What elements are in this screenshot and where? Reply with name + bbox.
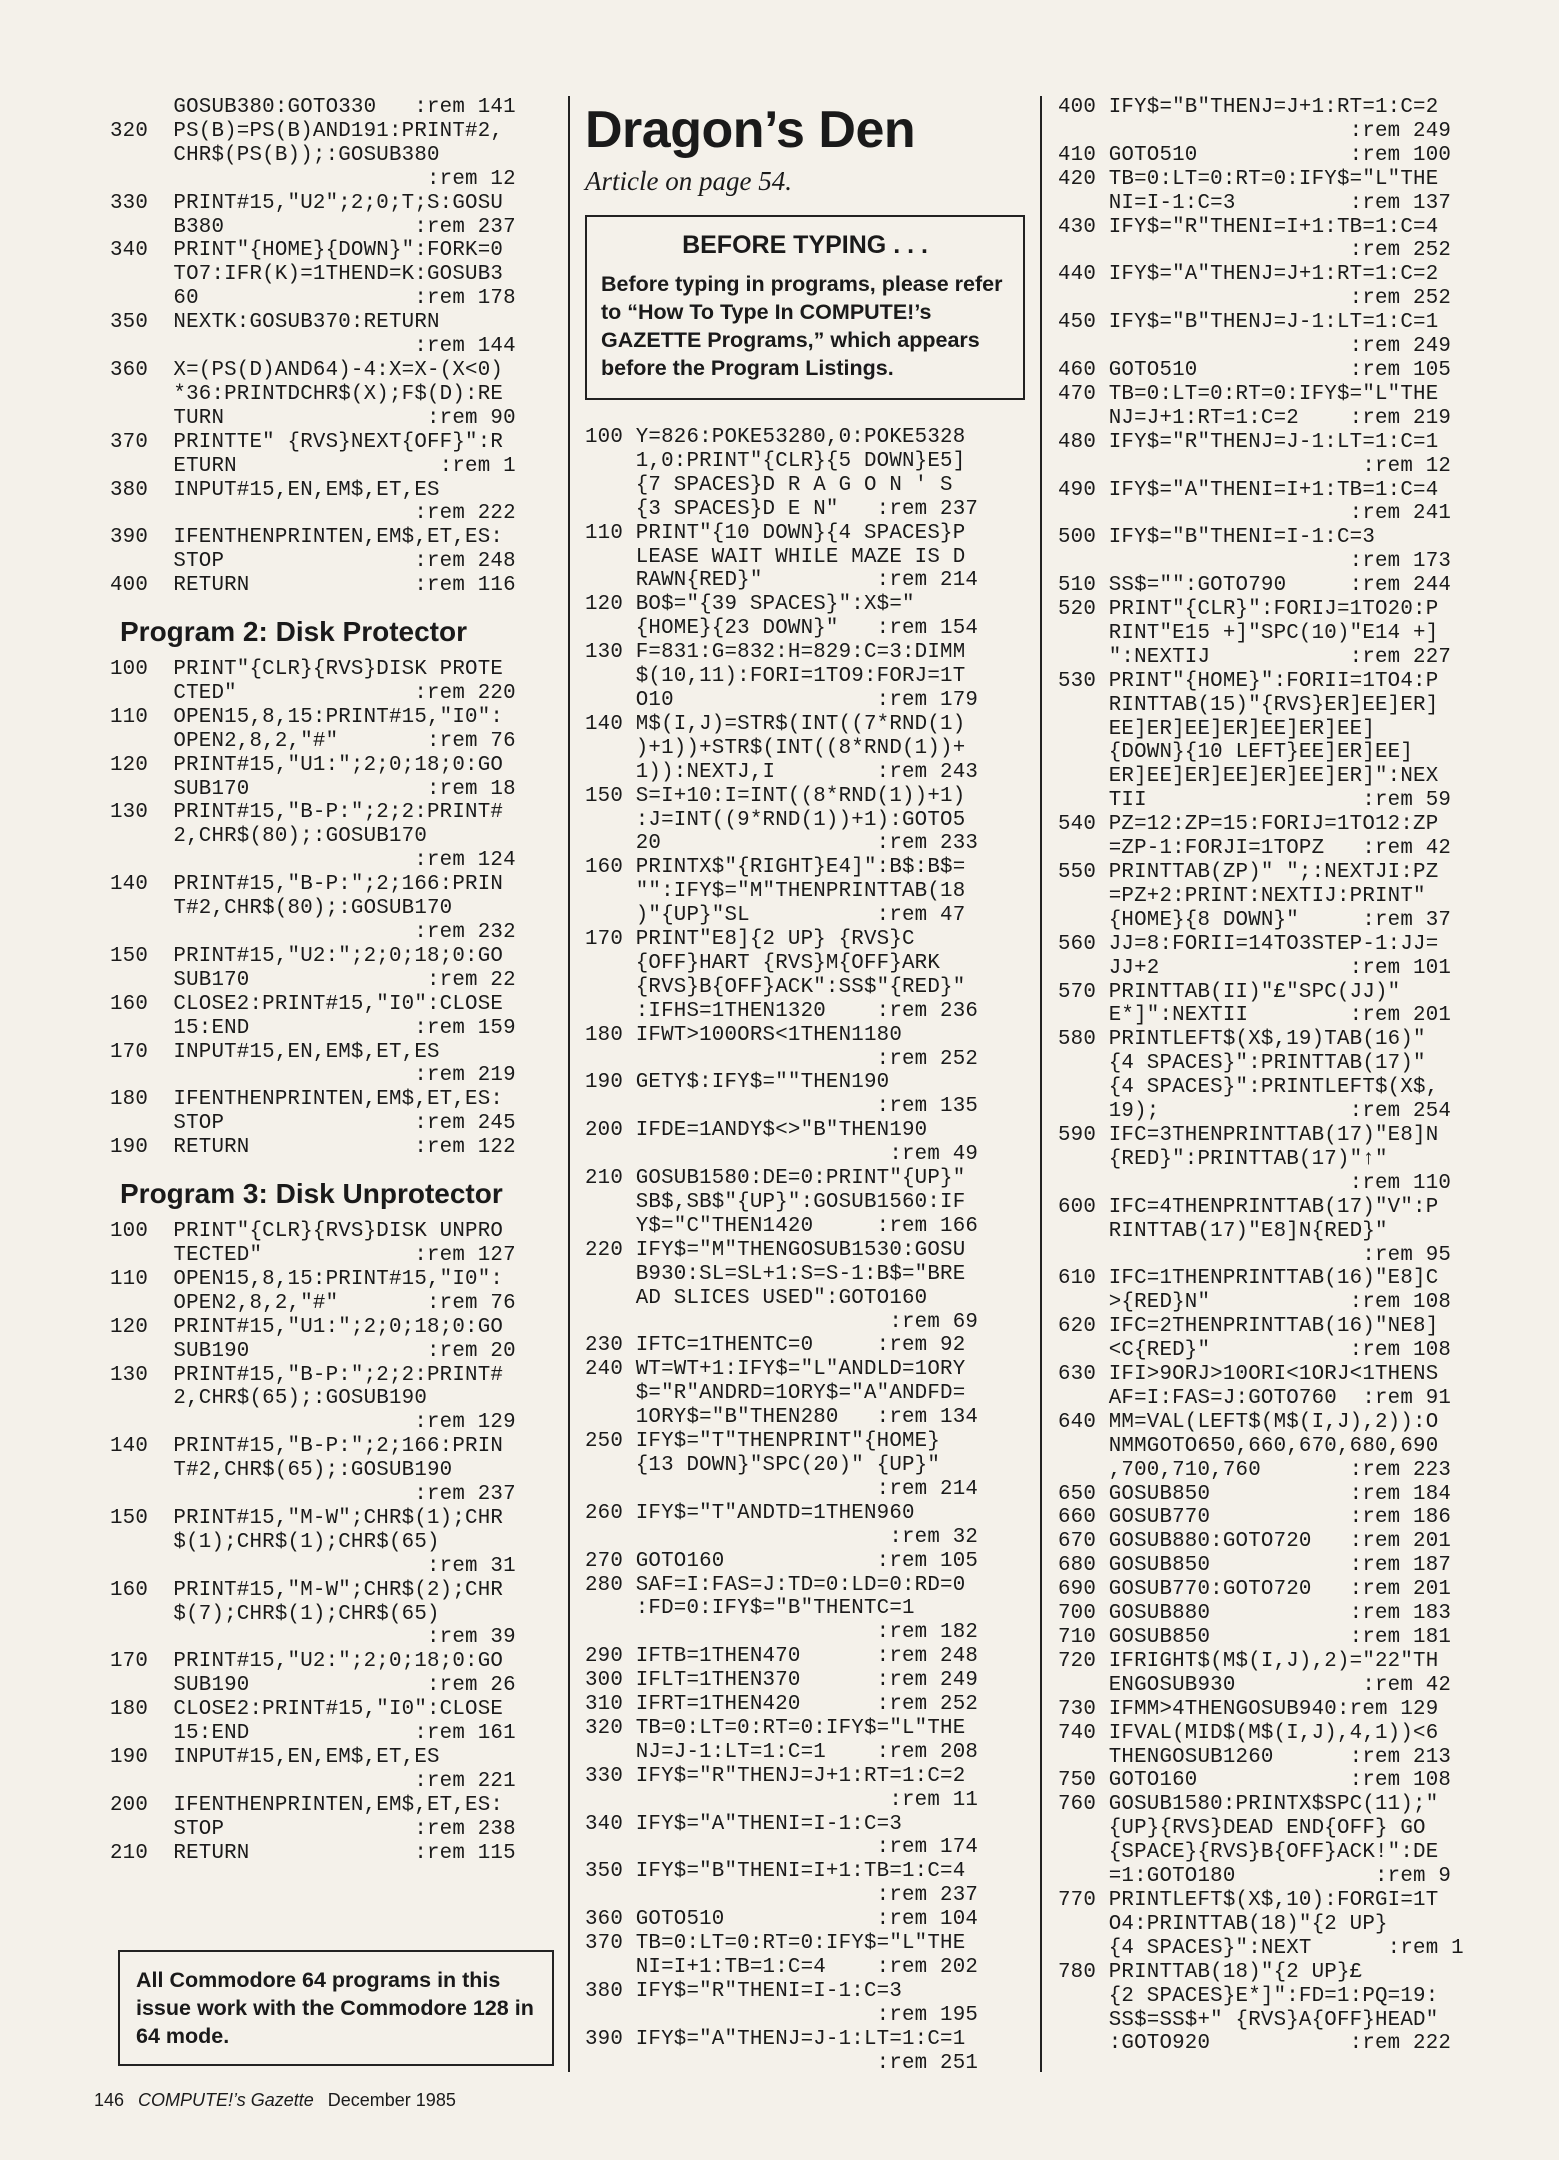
code-line: {DOWN}{10 LEFT}EE]ER]EE] bbox=[1058, 741, 1414, 765]
code-line: 550 PRINTTAB(ZP)" ";:NEXTJI:PZ bbox=[1058, 861, 1439, 884]
code-line: 1)):NEXTJ,I :rem 243 bbox=[585, 760, 979, 784]
code-line: 100 PRINT"{CLR}{RVS}DISK UNPRO bbox=[110, 1220, 504, 1244]
code-line: {UP}{RVS}DEAD END{OFF} GO bbox=[1058, 1817, 1426, 1841]
code-line: 360 GOTO510 :rem 104 bbox=[585, 1908, 979, 1932]
code-line: 220 IFY$="M"THENGOSUB1530:GOSU bbox=[585, 1238, 966, 1262]
code-line: CTED" :rem 220 bbox=[110, 681, 516, 705]
code-line: 480 IFY$="R"THENJ=J-1:LT=1:C=1 bbox=[1058, 430, 1439, 454]
code-line: 400 IFY$="B"THENJ=J+1:RT=1:C=2 bbox=[1058, 96, 1439, 119]
code-line: 740 IFVAL(MID$(M$(I,J),4,1))<6 bbox=[1058, 1721, 1439, 1745]
code-line: 15:END :rem 161 bbox=[110, 1722, 516, 1746]
code-line: :rem 32 bbox=[585, 1525, 979, 1549]
code-line: 570 PRINTTAB(II)"£"SPC(JJ)" bbox=[1058, 980, 1401, 1004]
code-line: 20 :rem 233 bbox=[585, 832, 979, 856]
code-line: 100 Y=826:POKE53280,0:POKE5328 bbox=[585, 426, 966, 449]
code-line: 100 PRINT"{CLR}{RVS}DISK PROTE bbox=[110, 658, 504, 682]
code-line: 710 GOSUB850 :rem 181 bbox=[1058, 1626, 1452, 1649]
code-line: 630 IFI>9ORJ>10ORI<1ORJ<1THENS bbox=[1058, 1363, 1439, 1387]
code-line: AF=I:FAS=J:GOTO760 :rem 91 bbox=[1058, 1386, 1452, 1410]
code-line: STOP :rem 248 bbox=[110, 550, 516, 574]
code-line: 150 PRINT#15,"U2:";2;0;18;0:GO bbox=[110, 944, 504, 968]
column-rule-2 bbox=[1040, 96, 1042, 2072]
program3-label: Program 3: bbox=[120, 1178, 268, 1210]
code-line: =PZ+2:PRINT:NEXTIJ:PRINT" bbox=[1058, 884, 1426, 908]
code-line: 440 IFY$="A"THENJ=J+1:RT=1:C=2 bbox=[1058, 263, 1439, 287]
code-line: {2 SPACES}E*]":FD=1:PQ=19: bbox=[1058, 1984, 1439, 2008]
code-line: 670 GOSUB880:GOTO720 :rem 201 bbox=[1058, 1530, 1452, 1554]
code-line: TURN :rem 90 bbox=[110, 406, 516, 430]
code-line: 180 IFENTHENPRINTEN,EM$,ET,ES: bbox=[110, 1088, 504, 1112]
code-line: :rem 232 bbox=[110, 921, 516, 944]
code-line: 320 PS(B)=PS(B)AND191:PRINT#2, bbox=[110, 119, 504, 143]
code-line: 390 IFY$="A"THENJ=J-1:LT=1:C=1 bbox=[585, 2027, 966, 2051]
code-line: 770 PRINTLEFT$(X$,10):FORGI=1T bbox=[1058, 1888, 1439, 1912]
page-number: 146 bbox=[94, 2090, 125, 2110]
code-line: 400 RETURN :rem 116 bbox=[110, 574, 516, 598]
code-line: :rem 249 bbox=[1058, 119, 1452, 143]
code-line: :rem 252 bbox=[1058, 287, 1452, 311]
code-line: 530 PRINT"{HOME}":FORII=1TO4:P bbox=[1058, 669, 1439, 693]
code-line: {OFF}HART {RVS}M{OFF}ARK bbox=[585, 951, 941, 975]
code-line: 15:END :rem 159 bbox=[110, 1016, 516, 1040]
code-line: :rem 182 bbox=[585, 1621, 979, 1645]
program3-listing bbox=[110, 1220, 550, 1865]
code-line: STOP :rem 245 bbox=[110, 1112, 516, 1136]
code-line: :rem 249 bbox=[1058, 335, 1452, 359]
code-line: 2,CHR$(80);:GOSUB170 bbox=[110, 825, 428, 849]
code-line: 330 IFY$="R"THENJ=J+1:RT=1:C=2 bbox=[585, 1764, 966, 1788]
code-line: :rem 31 bbox=[110, 1554, 516, 1578]
code-line: 270 GOTO160 :rem 105 bbox=[585, 1549, 979, 1573]
code-line: :J=INT((9*RND(1))+1):GOTO5 bbox=[585, 808, 966, 832]
code-line: RAWN{RED}" :rem 214 bbox=[585, 569, 979, 593]
code-line: 180 CLOSE2:PRINT#15,"I0":CLOSE bbox=[110, 1698, 504, 1722]
code-line: 520 PRINT"{CLR}":FORIJ=1TO20:P bbox=[1058, 598, 1439, 622]
code-line: 130 PRINT#15,"B-P:";2;2:PRINT# bbox=[110, 1363, 504, 1387]
code-line: 780 PRINTTAB(18)"{2 UP}£ bbox=[1058, 1960, 1363, 1984]
code-line: SUB170 :rem 22 bbox=[110, 968, 516, 992]
code-line: 410 GOTO510 :rem 100 bbox=[1058, 143, 1452, 167]
code-line: 380 INPUT#15,EN,EM$,ET,ES bbox=[110, 478, 440, 502]
code-line: 170 PRINT#15,"U2:";2;0;18;0:GO bbox=[110, 1650, 504, 1674]
code-line: 150 S=I+10:I=INT((8*RND(1))+1) bbox=[585, 784, 966, 808]
code-line: )+1))+STR$(INT((8*RND(1))+ bbox=[585, 736, 966, 760]
magazine-name: COMPUTE!’s Gazette bbox=[138, 2090, 314, 2110]
code-line: :rem 219 bbox=[110, 1064, 516, 1088]
code-line: 620 IFC=2THENPRINTTAB(16)"NE8] bbox=[1058, 1315, 1439, 1339]
code-line: RINTTAB(15)"{RVS}ER]EE]ER] bbox=[1058, 693, 1439, 717]
code-line: NI=I-1:C=3 :rem 137 bbox=[1058, 191, 1452, 215]
code-line: 160 CLOSE2:PRINT#15,"I0":CLOSE bbox=[110, 992, 504, 1016]
code-line: 490 IFY$="A"THENI=I+1:TB=1:C=4 bbox=[1058, 478, 1439, 502]
code-line: SUB190 :rem 26 bbox=[110, 1674, 516, 1698]
code-line: *36:PRINTDCHR$(X);F$(D):RE bbox=[110, 382, 504, 406]
code-line: 120 PRINT#15,"U1:";2;0;18;0:GO bbox=[110, 1315, 504, 1339]
page-footer bbox=[94, 2090, 456, 2111]
code-line: ":NEXTIJ :rem 227 bbox=[1058, 645, 1452, 669]
before-typing-title: BEFORE TYPING . . . bbox=[682, 231, 928, 259]
before-typing-box bbox=[585, 215, 1025, 400]
code-line: :rem 95 bbox=[1058, 1243, 1452, 1267]
code-line: TII :rem 59 bbox=[1058, 789, 1452, 813]
program1-listing-tail bbox=[110, 96, 550, 598]
code-line: 200 IFDE=1ANDY$<>"B"THEN190 bbox=[585, 1119, 928, 1143]
code-line: 580 PRINTLEFT$(X$,19)TAB(16)" bbox=[1058, 1028, 1426, 1052]
code-line: 590 IFC=3THENPRINTTAB(17)"E8]N bbox=[1058, 1123, 1439, 1147]
column-rule-1 bbox=[568, 96, 570, 2072]
code-line: :rem 129 bbox=[110, 1411, 516, 1435]
code-line: $(10,11):FORI=1TO9:FORJ=1T bbox=[585, 665, 966, 689]
code-line: ,700,710,760 :rem 223 bbox=[1058, 1458, 1452, 1482]
code-line: E*]":NEXTII :rem 201 bbox=[1058, 1004, 1452, 1028]
code-line: :rem 49 bbox=[585, 1143, 979, 1167]
code-line: EE]ER]EE]ER]EE]ER]EE] bbox=[1058, 717, 1376, 741]
code-line: >{RED}N" :rem 108 bbox=[1058, 1291, 1452, 1315]
code-line: OPEN2,8,2,"#" :rem 76 bbox=[110, 1291, 516, 1315]
dragons-den-listing-part2 bbox=[1058, 96, 1503, 2056]
dragons-den-listing-part1 bbox=[585, 426, 1025, 2076]
code-line: 720 IFRIGHT$(M$(I,J),2)="22"TH bbox=[1058, 1649, 1439, 1673]
code-line: :rem 174 bbox=[585, 1836, 979, 1860]
code-line: 560 JJ=8:FORII=14TO3STEP-1:JJ= bbox=[1058, 932, 1439, 956]
code-line: 390 IFENTHENPRINTEN,EM$,ET,ES: bbox=[110, 526, 504, 550]
code-line: 170 INPUT#15,EN,EM$,ET,ES bbox=[110, 1040, 440, 1064]
code-line: {7 SPACES}D R A G O N ' S bbox=[585, 473, 953, 497]
code-line: SUB170 :rem 18 bbox=[110, 777, 516, 801]
code-line: 170 PRINT"E8]{2 UP} {RVS}C bbox=[585, 928, 915, 952]
code-line: :rem 173 bbox=[1058, 550, 1452, 574]
code-line: :rem 214 bbox=[585, 1477, 979, 1501]
code-line: :rem 237 bbox=[110, 1483, 516, 1507]
code-line: 210 RETURN :rem 115 bbox=[110, 1841, 516, 1865]
code-line: STOP :rem 238 bbox=[110, 1817, 516, 1841]
code-line: 340 IFY$="A"THENI=I-1:C=3 bbox=[585, 1812, 903, 1836]
code-line: :rem 135 bbox=[585, 1095, 979, 1119]
code-line: ER]EE]ER]EE]ER]EE]ER]":NEX bbox=[1058, 765, 1439, 789]
code-line: 250 IFY$="T"THENPRINT"{HOME} bbox=[585, 1430, 941, 1454]
code-line: 310 IFRT=1THEN420 :rem 252 bbox=[585, 1693, 979, 1717]
column-right bbox=[1058, 96, 1503, 2056]
code-line: NJ=J-1:LT=1:C=1 :rem 208 bbox=[585, 1740, 979, 1764]
code-line: ENGOSUB930 :rem 42 bbox=[1058, 1673, 1452, 1697]
article-title: Dragon’s Den bbox=[585, 101, 916, 159]
code-line: :rem 195 bbox=[585, 2003, 979, 2027]
code-line: 660 GOSUB770 :rem 186 bbox=[1058, 1506, 1452, 1530]
code-line: 600 IFC=4THENPRINTTAB(17)"V":P bbox=[1058, 1195, 1439, 1219]
column-left bbox=[110, 96, 550, 1866]
code-line: )"{UP}"SL :rem 47 bbox=[585, 904, 966, 928]
code-line: 1ORY$="B"THEN280 :rem 134 bbox=[585, 1406, 979, 1430]
code-line: 760 GOSUB1580:PRINTX$SPC(11);" bbox=[1058, 1793, 1439, 1817]
code-line: 180 IFWT>100ORS<1THEN1180 bbox=[585, 1023, 903, 1047]
program2-title: Disk Protector bbox=[267, 616, 467, 648]
code-line: 290 IFTB=1THEN470 :rem 248 bbox=[585, 1645, 979, 1669]
code-line: 750 GOTO160 :rem 108 bbox=[1058, 1769, 1452, 1793]
code-line: 510 SS$="":GOTO790 :rem 244 bbox=[1058, 574, 1452, 598]
code-line: =1:GOTO180 :rem 9 bbox=[1058, 1865, 1452, 1889]
code-line: $(1);CHR$(1);CHR$(65) bbox=[110, 1530, 440, 1554]
code-line: 450 IFY$="B"THENJ=J-1:LT=1:C=1 bbox=[1058, 311, 1439, 335]
code-line: {HOME}{23 DOWN}" :rem 154 bbox=[585, 617, 979, 641]
code-line: GOSUB380:GOTO330 :rem 141 bbox=[110, 96, 516, 119]
code-line: ETURN :rem 1 bbox=[110, 454, 516, 478]
code-line: :rem 124 bbox=[110, 849, 516, 873]
code-line: 2,CHR$(65);:GOSUB190 bbox=[110, 1387, 428, 1411]
code-line: CHR$(PS(B));:GOSUB380 bbox=[110, 143, 440, 167]
code-line: 650 GOSUB850 :rem 184 bbox=[1058, 1482, 1452, 1506]
code-line: 150 PRINT#15,"M-W";CHR$(1);CHR bbox=[110, 1506, 504, 1530]
code-line: 330 PRINT#15,"U2";2;0;T;S:GOSU bbox=[110, 191, 504, 215]
code-line: :FD=0:IFY$="B"THENTC=1 bbox=[585, 1597, 915, 1621]
code-line: 140 M$(I,J)=STR$(INT((7*RND(1) bbox=[585, 712, 966, 736]
code-line: :rem 12 bbox=[1058, 454, 1452, 478]
code-line: NJ=J+1:RT=1:C=2 :rem 219 bbox=[1058, 406, 1452, 430]
code-line: 460 GOTO510 :rem 105 bbox=[1058, 358, 1452, 382]
code-line: {13 DOWN}"SPC(20)" {UP}" bbox=[585, 1453, 941, 1477]
code-line: 140 PRINT#15,"B-P:";2;166:PRIN bbox=[110, 873, 504, 897]
code-line: 190 GETY$:IFY$=""THEN190 bbox=[585, 1071, 890, 1095]
code-line: 540 PZ=12:ZP=15:FORIJ=1TO12:ZP bbox=[1058, 813, 1439, 837]
code-line: {HOME}{8 DOWN}" :rem 37 bbox=[1058, 908, 1452, 932]
code-line: 130 PRINT#15,"B-P:";2;2:PRINT# bbox=[110, 801, 504, 825]
code-line: TECTED" :rem 127 bbox=[110, 1243, 516, 1267]
code-line: 130 F=831:G=832:H=829:C=3:DIMM bbox=[585, 641, 966, 665]
code-line: 370 TB=0:LT=0:RT=0:IFY$="L"THE bbox=[585, 1932, 966, 1956]
code-line: 19); :rem 254 bbox=[1058, 1100, 1452, 1124]
code-line: 350 NEXTK:GOSUB370:RETURN bbox=[110, 311, 440, 335]
program2-heading bbox=[120, 616, 550, 648]
code-line: {4 SPACES}":PRINTTAB(17)" bbox=[1058, 1052, 1426, 1076]
code-line: T#2,CHR$(65);:GOSUB190 bbox=[110, 1459, 453, 1483]
code-line: :rem 221 bbox=[110, 1769, 516, 1793]
code-line: 260 IFY$="T"ANDTD=1THEN960 bbox=[585, 1501, 915, 1525]
code-line: 240 WT=WT+1:IFY$="L"ANDLD=1ORY bbox=[585, 1358, 966, 1382]
code-line: 610 IFC=1THENPRINTTAB(16)"E8]C bbox=[1058, 1267, 1439, 1291]
code-line: 280 SAF=I:FAS=J:TD=0:LD=0:RD=0 bbox=[585, 1573, 966, 1597]
code-line: :rem 237 bbox=[585, 1884, 979, 1908]
code-line: 360 X=(PS(D)AND64)-4:X=X-(X<0) bbox=[110, 358, 504, 382]
code-line: :rem 252 bbox=[1058, 239, 1452, 263]
code-line: 500 IFY$="B"THENI=I-1:C=3 bbox=[1058, 526, 1376, 550]
code-line: :rem 39 bbox=[110, 1626, 516, 1650]
code-line: 1,0:PRINT"{CLR}{5 DOWN}E5] bbox=[585, 449, 966, 473]
program2-listing bbox=[110, 658, 550, 1160]
code-line: :rem 251 bbox=[585, 2051, 979, 2075]
code-line: NMMGOTO650,660,670,680,690 bbox=[1058, 1434, 1439, 1458]
code-line: {3 SPACES}D E N" :rem 237 bbox=[585, 497, 979, 521]
code-line: B380 :rem 237 bbox=[110, 215, 516, 239]
code-line: 420 TB=0:LT=0:RT=0:IFY$="L"THE bbox=[1058, 167, 1439, 191]
code-line: :rem 110 bbox=[1058, 1171, 1452, 1195]
code-line: 110 OPEN15,8,15:PRINT#15,"I0": bbox=[110, 1267, 504, 1291]
before-typing-text: Before typing in programs, please refer to “How To Type In COMPUTE!’s GAZETTE Programs,” which appears before the Program Listings. bbox=[601, 272, 1003, 380]
program3-heading bbox=[120, 1178, 550, 1210]
code-line: 350 IFY$="B"THENI=I+1:TB=1:C=4 bbox=[585, 1860, 966, 1884]
code-line: SUB190 :rem 20 bbox=[110, 1339, 516, 1363]
code-line: {RVS}B{OFF}ACK":SS$"{RED}" bbox=[585, 975, 966, 999]
code-line: 110 OPEN15,8,15:PRINT#15,"I0": bbox=[110, 705, 504, 729]
code-line: 160 PRINTX$"{RIGHT}E4]":B$:B$= bbox=[585, 856, 966, 880]
code-line: Y$="C"THEN1420 :rem 166 bbox=[585, 1214, 979, 1238]
code-line: SB$,SB$"{UP}":GOSUB1560:IF bbox=[585, 1191, 966, 1214]
code-line: 340 PRINT"{HOME}{DOWN}":FORK=0 bbox=[110, 239, 504, 263]
code-line: 430 IFY$="R"THENI=I+1:TB=1:C=4 bbox=[1058, 215, 1439, 239]
code-line: 120 BO$="{39 SPACES}":X$=" bbox=[585, 593, 915, 617]
code-line: RINTTAB(17)"E8]N{RED}" bbox=[1058, 1219, 1388, 1243]
code-line: 210 GOSUB1580:DE=0:PRINT"{UP}" bbox=[585, 1167, 966, 1191]
code-line: 380 IFY$="R"THENI=I-1:C=3 bbox=[585, 1979, 903, 2003]
code-line: 160 PRINT#15,"M-W";CHR$(2);CHR bbox=[110, 1578, 504, 1602]
article-reference: Article on page 54. bbox=[585, 166, 792, 196]
code-line: :rem 69 bbox=[585, 1310, 979, 1334]
code-line: B930:SL=SL+1:S=S-1:B$="BRE bbox=[585, 1262, 966, 1286]
code-line: =ZP-1:FORJI=1TOPZ :rem 42 bbox=[1058, 837, 1452, 861]
code-line: {4 SPACES}":PRINTLEFT$(X$, bbox=[1058, 1076, 1439, 1100]
code-line: O10 :rem 179 bbox=[585, 688, 979, 712]
code-line: T#2,CHR$(80);:GOSUB170 bbox=[110, 897, 453, 921]
code-line: {4 SPACES}":NEXT :rem 1 bbox=[1058, 1936, 1464, 1960]
code-line: :rem 222 bbox=[110, 502, 516, 526]
code-line: TO7:IFR(K)=1THEND=K:GOSUB3 bbox=[110, 263, 504, 287]
code-line: 190 RETURN :rem 122 bbox=[110, 1136, 516, 1160]
code-line: 110 PRINT"{10 DOWN}{4 SPACES}P bbox=[585, 521, 966, 545]
code-line: SS$=SS$+" {RVS}A{OFF}HEAD" bbox=[1058, 2008, 1439, 2032]
code-line: 200 IFENTHENPRINTEN,EM$,ET,ES: bbox=[110, 1793, 504, 1817]
code-line: 690 GOSUB770:GOTO720 :rem 201 bbox=[1058, 1578, 1452, 1602]
code-line: 300 IFLT=1THEN370 :rem 249 bbox=[585, 1669, 979, 1693]
code-line: 730 IFMM>4THENGOSUB940:rem 129 bbox=[1058, 1697, 1439, 1721]
commodore-128-note: All Commodore 64 programs in this issue work with the Commodore 128 in 64 mode. bbox=[118, 1950, 554, 2066]
code-line: :rem 241 bbox=[1058, 502, 1452, 526]
code-line: 320 TB=0:LT=0:RT=0:IFY$="L"THE bbox=[585, 1716, 966, 1740]
issue-date: December 1985 bbox=[327, 2090, 456, 2110]
code-line: 470 TB=0:LT=0:RT=0:IFY$="L"THE bbox=[1058, 382, 1439, 406]
code-line: {SPACE}{RVS}B{OFF}ACK!":DE bbox=[1058, 1841, 1439, 1865]
code-line: AD SLICES USED":GOTO160 bbox=[585, 1286, 928, 1310]
code-line: 190 INPUT#15,EN,EM$,ET,ES bbox=[110, 1746, 440, 1769]
code-line: 120 PRINT#15,"U1:";2;0;18;0:GO bbox=[110, 753, 504, 777]
code-line: :GOTO920 :rem 222 bbox=[1058, 2032, 1452, 2056]
code-line: <C{RED}" :rem 108 bbox=[1058, 1339, 1452, 1363]
code-line: :IFHS=1THEN1320 :rem 236 bbox=[585, 999, 979, 1023]
column-middle bbox=[585, 96, 1025, 2076]
code-line: O4:PRINTTAB(18)"{2 UP} bbox=[1058, 1912, 1388, 1936]
code-line: THENGOSUB1260 :rem 213 bbox=[1058, 1745, 1452, 1769]
code-line: "":IFY$="M"THENPRINTTAB(18 bbox=[585, 880, 966, 904]
code-line: :rem 144 bbox=[110, 335, 516, 359]
program2-label: Program 2: bbox=[120, 616, 268, 648]
code-line: 230 IFTC=1THENTC=0 :rem 92 bbox=[585, 1334, 966, 1358]
code-line: 700 GOSUB880 :rem 183 bbox=[1058, 1602, 1452, 1626]
code-line: 640 MM=VAL(LEFT$(M$(I,J),2)):O bbox=[1058, 1410, 1439, 1434]
code-line: OPEN2,8,2,"#" :rem 76 bbox=[110, 729, 516, 753]
code-line: RINT"E15 +]"SPC(10)"E14 +] bbox=[1058, 621, 1439, 645]
code-line: LEASE WAIT WHILE MAZE IS D bbox=[585, 545, 966, 569]
code-line: NI=I+1:TB=1:C=4 :rem 202 bbox=[585, 1956, 979, 1979]
code-line: :rem 11 bbox=[585, 1788, 979, 1812]
code-line: 140 PRINT#15,"B-P:";2;166:PRIN bbox=[110, 1435, 504, 1459]
code-line: $(7);CHR$(1);CHR$(65) bbox=[110, 1602, 440, 1626]
code-line: 60 :rem 178 bbox=[110, 287, 516, 311]
code-line: :rem 252 bbox=[585, 1047, 979, 1071]
code-line: 370 PRINTTE" {RVS}NEXT{OFF}":R bbox=[110, 430, 504, 454]
code-line: JJ+2 :rem 101 bbox=[1058, 956, 1452, 980]
code-line: 680 GOSUB850 :rem 187 bbox=[1058, 1554, 1452, 1578]
code-line: :rem 12 bbox=[110, 167, 516, 191]
code-line: {RED}":PRINTTAB(17)"↑" bbox=[1058, 1147, 1388, 1171]
code-line: $="R"ANDRD=1ORY$="A"ANDFD= bbox=[585, 1382, 966, 1406]
program3-title: Disk Unprotector bbox=[267, 1178, 503, 1210]
